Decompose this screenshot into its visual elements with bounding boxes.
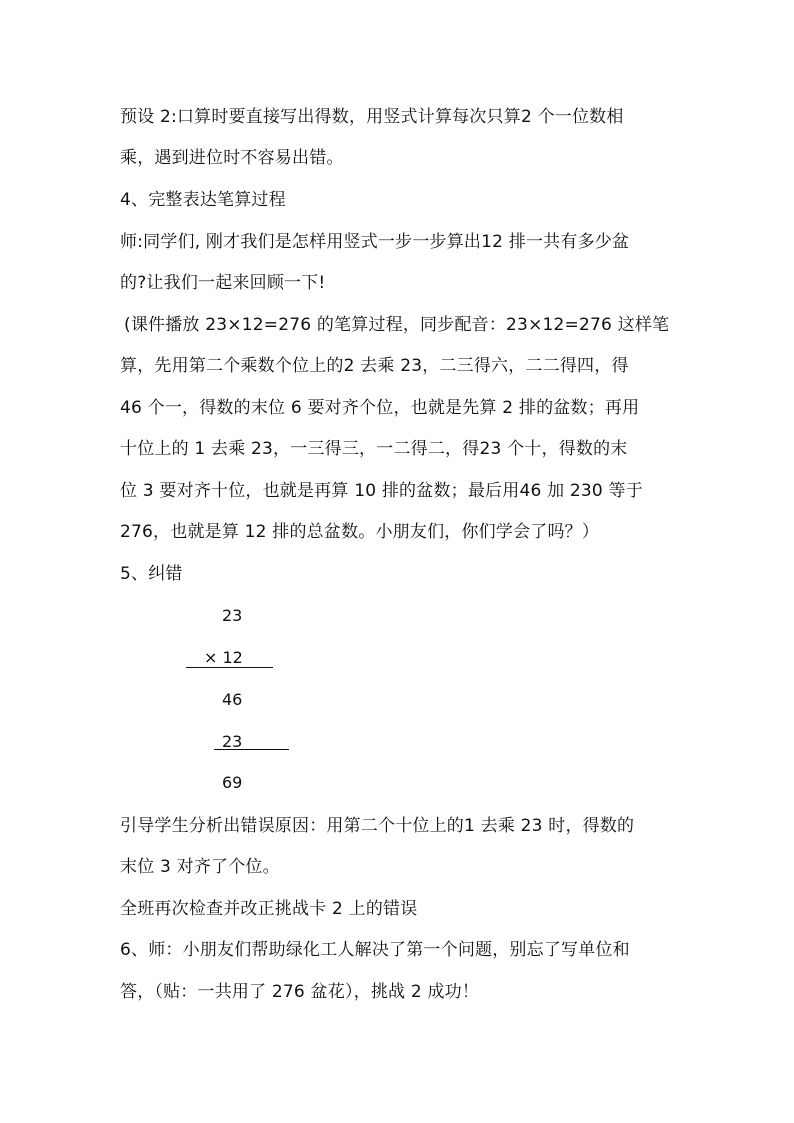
paragraph-line: 276，也就是算 12 排的总盆数。小朋友们，你们学会了吗？）	[120, 522, 600, 542]
paragraph-line: 46 个一，得数的末位 6 要对齐个位，也就是先算 2 排的盆数；再用	[120, 398, 640, 418]
calc-multiplicand: 23	[222, 606, 243, 625]
paragraph-line: 全班再次检查并改正挑战卡 2 上的错误	[120, 899, 418, 919]
paragraph-line: 答，（贴：一共用了 276 盆花），挑战 2 成功！	[120, 982, 480, 1002]
paragraph-line: 引导学生分析出错误原因：用第二个十位上的1 去乘 23 时，得数的	[120, 816, 635, 836]
paragraph-line: (课件播放 23×12=276 的笔算过程，同步配音：23×12=276 这样笔	[124, 315, 670, 335]
paragraph-line: 6、师：小朋友们帮助绿化工人解决了第一个问题，别忘了写单位和	[120, 940, 630, 960]
section-heading: 4、完整表达笔算过程	[120, 190, 286, 210]
calc-multiplier: × 12	[204, 648, 243, 667]
paragraph-line: 十位上的 1 去乘 23，一三得三，一二得二，得23 个十，得数的末	[120, 439, 628, 459]
paragraph-line: 预设 2:口算时要直接写出得数，用竖式计算每次只算2 个一位数相	[120, 107, 624, 127]
calc-underline	[186, 667, 273, 668]
calc-result: 69	[222, 773, 243, 792]
calc-partial-product: 23	[222, 732, 243, 751]
paragraph-line: 算，先用第二个乘数个位上的2 去乘 23，二三得六，二二得四，得	[120, 356, 629, 376]
paragraph-line: 末位 3 对齐了个位。	[120, 857, 280, 877]
calc-underline	[214, 749, 289, 750]
paragraph-line: 乘，遇到进位时不容易出错。	[120, 148, 344, 168]
calc-partial-product: 46	[222, 690, 243, 709]
section-heading: 5、纠错	[120, 564, 183, 584]
paragraph-line: 的?让我们一起来回顾一下!	[120, 273, 326, 293]
paragraph-line: 师:同学们, 刚才我们是怎样用竖式一步一步算出12 排一共有多少盆	[120, 232, 630, 252]
paragraph-line: 位 3 要对齐十位，也就是再算 10 排的盆数；最后用46 加 230 等于	[120, 481, 643, 501]
